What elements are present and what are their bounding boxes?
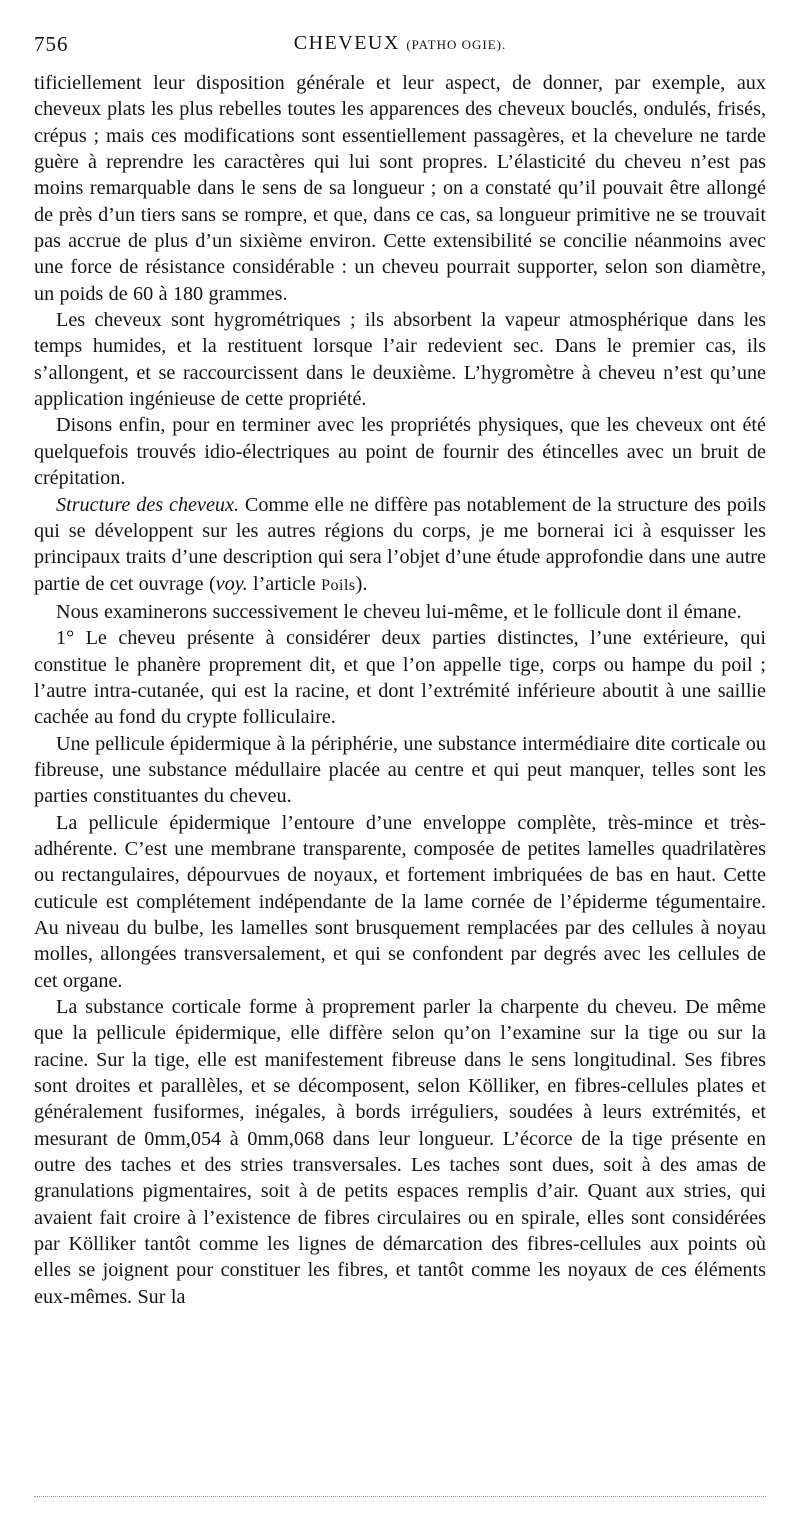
section-heading-structure: Structure des cheveux. <box>56 493 240 516</box>
running-title-sub: (PATHO OGIE). <box>406 37 507 52</box>
structure-voy: voy. <box>215 572 248 595</box>
structure-article: l’article <box>247 572 322 595</box>
footer-rule <box>34 1496 766 1497</box>
structure-poils-reference: Poils <box>321 576 356 594</box>
paragraph-examine: Nous examinerons successivement le cheveu lui-même, et le follicule dont il émane. <box>56 600 742 623</box>
running-title-main: CHEVEUX <box>293 32 400 54</box>
paragraph-cuticle: La pellicule épidermique l’entoure d’une enveloppe complète, très-mince et très-adhérente. C’est une membrane transparente, composée de petites lamelles quadrilatères ou rectangulaires, dépourvues de noyaux, et fortement imbriquées de bas en haut. Cette cuticule est complétement indépendante de la lame cornée de l’épiderme tégumentaire. Au niveau du bulbe, les lamelles sont brusquement remplacées par des cellules à noyau molles, allongées transversalement, et qui se confondent par degrés avec les cellules de cet organe. <box>34 811 766 992</box>
running-head <box>34 30 766 60</box>
paragraph-hygrometric: Les cheveux sont hygrométriques ; ils absorbent la vapeur atmosphérique dans les temps humides, et la restituent lorsque l’air redevient sec. Dans le premier cas, ils s’allongent, et se raccourcissent dans le deuxième. L’hygromètre à cheveu n’est qu’une application ingénieuse de cette propriété. <box>34 309 766 411</box>
paragraph-constituents: Une pellicule épidermique à la périphérie, une substance intermédiaire dite corticale ou fibreuse, une substance médullaire placée au centre et qui peut manquer, telles sont les parties constituantes du cheveu. <box>34 732 766 808</box>
paragraph-structure <box>34 492 766 599</box>
paragraph-two-parts: 1° Le cheveu présente à considérer deux parties distinctes, l’une extérieure, qui constitue le phanère proprement dit, et que l’on appelle tige, corps ou hampe du poil ; l’autre intra-cutanée, qui est la racine, et dont l’extrémité inférieure aboutit à une saillie cachée au fond du crypte folliculaire. <box>34 627 766 729</box>
running-title <box>34 32 766 55</box>
structure-text: Comme elle ne diffère pas notablement de la structure des poils qui se développent sur les autres régions du corps, je me bornerai ici à esquisser les principaux traits d’une description qui sera l’objet d’une étude approfondie dans une autre partie de cet ouvrage ( <box>34 493 766 595</box>
page-number: 756 <box>34 32 69 56</box>
structure-end: ). <box>355 572 368 595</box>
paragraph-electric: Disons enfin, pour en terminer avec les propriétés physiques, que les cheveux ont été quelquefois trouvés idio-électriques au point de fournir des étincelles avec un bruit de crépitation. <box>34 414 766 490</box>
paragraph-elasticity: tificiellement leur disposition générale et leur aspect, de donner, par exemple, aux cheveux plats les plus rebelles toutes les apparences des cheveux bouclés, ondulés, frisés, crépus ; mais ces modifications sont essentiellement passagères, et la chevelure ne tarde guère à reprendre les caractères qui lui sont propres. L’élasticité du cheveu n’est pas moins remarquable dans le sens de sa longueur ; on a constaté qu’il pouvait être allongé de près d’un tiers sans se rompre, et que, dans ce cas, sa longueur primitive ne se trouvait pas accrue de plus d’un sixième environ. Cette extensibilité se concilie néanmoins avec une force de résistance considérable : un cheveu pourrait supporter, selon son diamètre, un poids de 60 à 180 grammes. <box>34 72 766 305</box>
body-text <box>34 70 766 1310</box>
paragraph-cortical: La substance corticale forme à proprement parler la charpente du cheveu. De même que la pellicule épidermique, elle diffère selon qu’on l’examine sur la tige ou sur la racine. Sur la tige, elle est manifestement fibreuse dans le sens longitudinal. Ses fibres sont droites et parallèles, et se décomposent, selon Kölliker, en fibres-cellules plates et généralement fusiformes, inégales, à bords irréguliers, soudées à leurs extrémités, et mesurant de 0mm,054 à 0mm,068 dans leur longueur. L’écorce de la tige présente en outre des taches et des stries transversales. Les taches sont dues, soit à des amas de granulations pigmentaires, soit à de petits espaces remplis d’air. Quant aux stries, qui avaient fait croire à l’existence de fibres circulaires ou en spirale, elles sont considérées par Kölliker tantôt comme les lignes de démarcation des fibres-cellules aux points où elles se joignent pour constituer les fibres, et tantôt comme les noyaux de ces éléments eux-mêmes. Sur la <box>34 996 766 1308</box>
